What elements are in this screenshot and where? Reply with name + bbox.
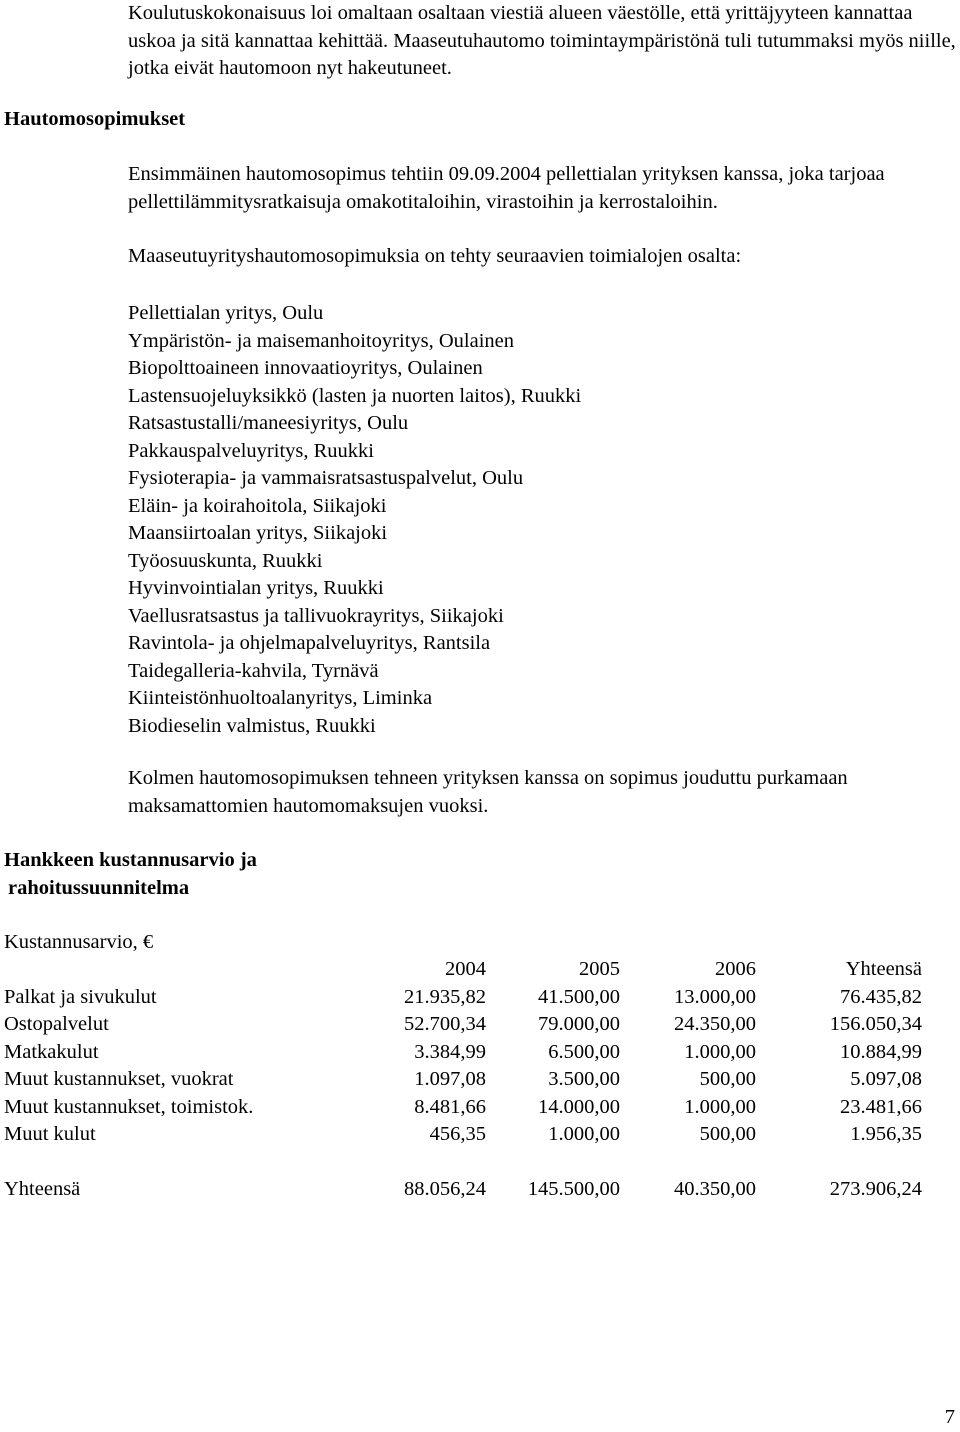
list-item: Vaellusratsastus ja tallivuokrayritys, Siikajoki bbox=[128, 604, 504, 627]
table-cell: 1.000,00 bbox=[684, 1095, 756, 1118]
table-row bbox=[4, 1094, 922, 1122]
table-row bbox=[4, 1039, 922, 1067]
table-cell: 41.500,00 bbox=[538, 985, 620, 1008]
list-item: Taidegalleria-kahvila, Tyrnävä bbox=[128, 659, 379, 682]
row-label: Muut kustannukset, vuokrat bbox=[4, 1068, 234, 1090]
table-row bbox=[4, 1066, 922, 1094]
table-cell: 14.000,00 bbox=[538, 1095, 620, 1118]
list-item: Fysioterapia- ja vammaisratsastuspalvelut, Oulu bbox=[128, 467, 524, 489]
table-spacer-row bbox=[4, 1149, 922, 1177]
table-cell: 145.500,00 bbox=[527, 1178, 620, 1200]
company-list bbox=[128, 300, 581, 740]
table-spacer bbox=[4, 1149, 922, 1177]
list-item: Biodieselin valmistus, Ruukki bbox=[128, 714, 376, 737]
column-header: 2006 bbox=[715, 958, 756, 980]
column-header bbox=[4, 956, 360, 984]
list-item: Pakkauspalveluyritys, Ruukki bbox=[128, 439, 374, 462]
table-cell: 24.350,00 bbox=[674, 1013, 756, 1035]
table-cell: 456,35 bbox=[429, 1123, 486, 1145]
first-agreement-paragraph: Ensimmäinen hautomosopimus tehtiin 09.09.2004 pellettialan yrityksen kanssa, joka tarjoaa pellettilämmitysratkaisuja omakotitaloihin, virastoihin ja kerrostaloihin. bbox=[128, 163, 885, 213]
cost-table bbox=[4, 956, 922, 1204]
table-cell: 52.700,34 bbox=[404, 1013, 486, 1035]
page-number: 7 bbox=[944, 1406, 955, 1428]
list-intro-paragraph: Maaseutuyrityshautomosopimuksia on tehty seuraavien toimialojen osalta: bbox=[128, 245, 742, 267]
table-row bbox=[4, 984, 922, 1012]
list-item: Hyvinvointialan yritys, Ruukki bbox=[128, 577, 384, 599]
table-cell: 500,00 bbox=[699, 1123, 756, 1145]
table-cell: 1.956,35 bbox=[850, 1123, 922, 1145]
budget-heading-line-2: rahoitussuunnitelma bbox=[8, 876, 190, 899]
section-heading-hautomosopimukset: Hautomosopimukset bbox=[4, 108, 186, 130]
row-label: Muut kustannukset, toimistok. bbox=[4, 1095, 254, 1118]
list-item: Ratsastustalli/maneesiyritys, Oulu bbox=[128, 412, 409, 434]
table-cell: 3.500,00 bbox=[548, 1068, 620, 1090]
table-total-row bbox=[4, 1176, 922, 1204]
table-cell: 88.056,24 bbox=[404, 1178, 486, 1200]
table-cell: 500,00 bbox=[699, 1068, 756, 1090]
list-item: Työosuuskunta, Ruukki bbox=[128, 549, 323, 572]
intro-paragraph: Koulutuskokonaisuus loi omaltaan osaltaan viestiä alueen väestölle, että yrittäjyyteen kannattaa uskoa ja sitä kannattaa kehittää. Maaseutuhautomo toimintaympäristönä tuli tutummaksi myös niille, jotka eivät hautomoon nyt hakeutuneet. bbox=[128, 2, 956, 79]
table-cell: 1.000,00 bbox=[548, 1123, 620, 1145]
table-row bbox=[4, 1121, 922, 1149]
table-cell: 21.935,82 bbox=[404, 985, 486, 1008]
column-header: 2005 bbox=[579, 958, 620, 980]
list-item: Ravintola- ja ohjelmapalveluyritys, Rantsila bbox=[128, 632, 491, 654]
list-item: Lastensuojeluyksikkö (lasten ja nuorten laitos), Ruukki bbox=[128, 384, 582, 407]
table-cell: 23.481,66 bbox=[840, 1095, 922, 1118]
row-label: Ostopalvelut bbox=[4, 1013, 109, 1035]
table-cell: 273.906,24 bbox=[829, 1178, 922, 1200]
table-row bbox=[4, 1011, 922, 1039]
row-label: Yhteensä bbox=[4, 1178, 81, 1200]
list-item: Maansiirtoalan yritys, Siikajoki bbox=[128, 522, 388, 544]
list-item: Kiinteistönhuoltoalanyritys, Liminka bbox=[128, 687, 433, 709]
table-cell: 10.884,99 bbox=[840, 1040, 922, 1063]
table-cell: 5.097,08 bbox=[850, 1068, 922, 1090]
section-heading-budget bbox=[4, 847, 257, 902]
row-label: Matkakulut bbox=[4, 1040, 99, 1063]
table-header-row bbox=[4, 956, 922, 984]
list-item: Eläin- ja koirahoitola, Siikajoki bbox=[128, 494, 387, 517]
row-label: Muut kulut bbox=[4, 1123, 96, 1145]
termination-note: Kolmen hautomosopimuksen tehneen yrityksen kanssa on sopimus jouduttu purkamaan maksamattomien hautomomaksujen vuoksi. bbox=[128, 767, 848, 817]
table-cell: 6.500,00 bbox=[548, 1040, 620, 1063]
budget-heading-line-1: Hankkeen kustannusarvio ja bbox=[4, 849, 257, 871]
table-cell: 3.384,99 bbox=[414, 1040, 486, 1063]
list-item: Pellettialan yritys, Oulu bbox=[128, 302, 324, 324]
table-cell: 1.097,08 bbox=[414, 1068, 486, 1090]
table-cell: 79.000,00 bbox=[538, 1013, 620, 1035]
column-header: 2004 bbox=[445, 958, 486, 980]
column-header: Yhteensä bbox=[845, 958, 922, 980]
table-cell: 13.000,00 bbox=[674, 985, 756, 1008]
row-label: Palkat ja sivukulut bbox=[4, 985, 157, 1008]
table-cell: 40.350,00 bbox=[674, 1178, 756, 1200]
table-cell: 1.000,00 bbox=[684, 1040, 756, 1063]
table-cell: 76.435,82 bbox=[840, 985, 922, 1008]
table-cell: 156.050,34 bbox=[829, 1013, 922, 1035]
list-item: Biopolttoaineen innovaatioyritys, Oulainen bbox=[128, 357, 483, 379]
table-cell: 8.481,66 bbox=[414, 1095, 486, 1118]
list-item: Ympäristön- ja maisemanhoitoyritys, Oulainen bbox=[128, 329, 515, 352]
table-caption: Kustannusarvio, € bbox=[4, 931, 154, 953]
